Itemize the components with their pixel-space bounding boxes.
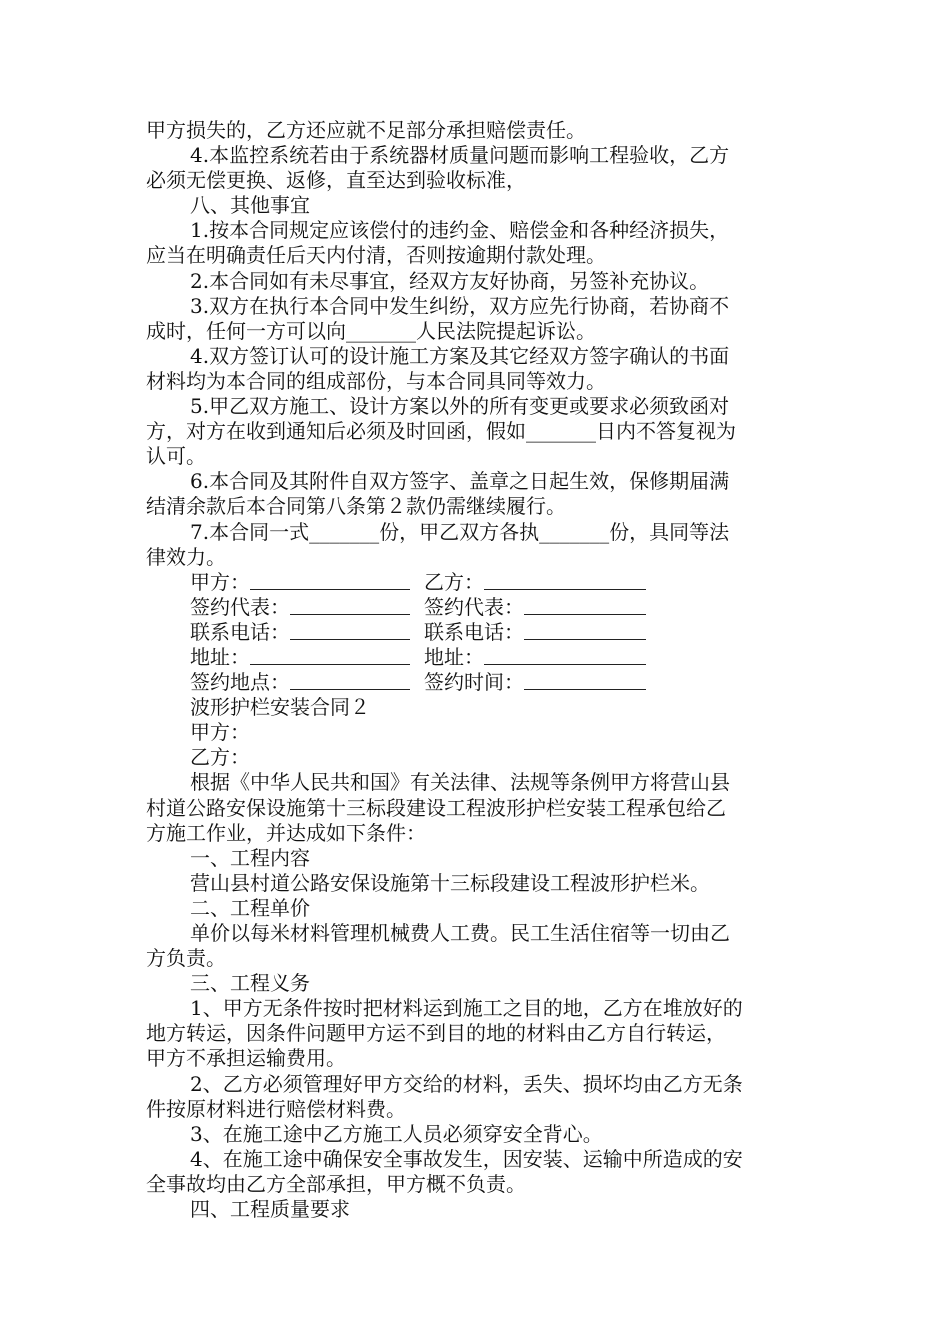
signature-label-right: 联系电话： [424,619,524,644]
paragraph-line: 4、在施工途中确保安全事故发生，因安装、运输中所造成的安 [190,1146,743,1171]
paragraph-line: 波形护栏安装合同２ [190,695,370,720]
paragraph-line: 八、其他事宜 [190,193,310,218]
signature-label-left: 联系电话： [190,619,290,644]
paragraph-line: 营山县村道公路安保设施第十三标段建设工程波形护栏米。 [190,870,710,895]
paragraph-line: 1、甲方无条件按时把材料运到施工之目的地，乙方在堆放好的 [190,996,743,1021]
paragraph-line: 6.本合同及其附件自双方签字、盖章之日起生效，保修期届满 [190,469,730,494]
paragraph-line: 全事故均由乙方全部承担，甲方概不负责。 [146,1171,526,1196]
paragraph-line: 乙方： [190,745,250,770]
signature-blank-right [524,614,646,615]
signature-blank-left [290,614,410,615]
paragraph-line: 方，对方在收到通知后必须及时回函，假如_______日内不答复视为 [146,419,736,444]
paragraph-line: 四、工程质量要求 [190,1197,350,1222]
paragraph-line: 认可。 [146,444,206,469]
paragraph-line: 必须无偿更换、返修，直至达到验收标准， [146,168,526,193]
paragraph-line: 成时，任何一方可以向_______人民法院提起诉讼。 [146,318,596,343]
paragraph-line: 1.按本合同规定应该偿付的违约金、赔偿金和各种经济损失， [190,218,730,243]
signature-row [146,620,810,645]
signature-row [146,670,810,695]
paragraph-line: 4.双方签订认可的设计施工方案及其它经双方签字确认的书面 [190,343,730,368]
signature-label-left: 签约地点： [190,670,290,695]
signature-blank-right [484,589,646,590]
paragraph-line: 甲方损失的，乙方还应就不足部分承担赔偿责任。 [146,118,586,142]
paragraph-line: 2.本合同如有未尽事宜，经双方友好协商，另签补充协议。 [190,268,710,293]
signature-blank-left [250,664,410,665]
paragraph-line: 5.甲乙双方施工、设计方案以外的所有变更或要求必须致函对 [190,394,730,419]
paragraph-line: 3.双方在执行本合同中发生纠纷，双方应先行协商，若协商不 [190,293,730,318]
paragraph-line: 方施工作业，并达成如下条件： [146,820,426,845]
paragraph-line: 4.本监控系统若由于系统器材质量问题而影响工程验收，乙方 [190,143,730,168]
paragraph-line: 7.本合同一式_______份，甲乙双方各执_______份，具同等法 [190,519,730,544]
paragraph-line: 2、乙方必须管理好甲方交给的材料，丢失、损坏均由乙方无条 [190,1071,743,1096]
signature-label-right: 乙方： [424,569,484,594]
paragraph-line: 根据《中华人民共和国》有关法律、法规等条例甲方将营山县 [190,770,730,795]
signature-blank-right [524,689,646,690]
paragraph-line: 甲方： [190,720,250,745]
signature-blank-right [524,639,646,640]
signature-row [146,645,810,670]
paragraph-line: 方负责。 [146,946,226,971]
document-body [146,118,810,1222]
signature-row [146,595,810,620]
paragraph-line: 结清余款后本合同第八条第２款仍需继续履行。 [146,494,566,519]
paragraph-line: 材料均为本合同的组成部份，与本合同具同等效力。 [146,368,606,393]
signature-label-right: 地址： [424,644,484,669]
signature-blank-left [290,689,410,690]
paragraph-line: 件按原材料进行赔偿材料费。 [146,1096,406,1121]
paragraph-line: 二、工程单价 [190,895,310,920]
paragraph-line: 单价以每米材料管理机械费人工费。民工生活住宿等一切由乙 [190,921,730,945]
signature-label-left: 签约代表： [190,594,290,619]
signature-label-right: 签约时间： [424,670,524,695]
paragraph-line: 甲方不承担运输费用。 [146,1046,346,1071]
paragraph-line: 村道公路安保设施第十三标段建设工程波形护栏安装工程承包给乙 [146,795,726,820]
signature-blank-left [250,589,410,590]
paragraph-line: 一、工程内容 [190,845,310,870]
signature-label-left: 地址： [190,644,250,669]
paragraph-line: 应当在明确责任后天内付清，否则按逾期付款处理。 [146,243,606,268]
paragraph-line: 三、工程义务 [190,971,310,996]
signature-label-right: 签约代表： [424,594,524,619]
paragraph-line: 3、在施工途中乙方施工人员必须穿安全背心。 [190,1121,603,1146]
signature-blank-right [484,664,646,665]
signature-row [146,570,810,595]
signature-blank-left [290,639,410,640]
signature-label-left: 甲方： [190,569,250,594]
paragraph-line: 地方转运，因条件问题甲方运不到目的地的材料由乙方自行转运， [146,1021,726,1046]
paragraph-line: 律效力。 [146,544,226,569]
